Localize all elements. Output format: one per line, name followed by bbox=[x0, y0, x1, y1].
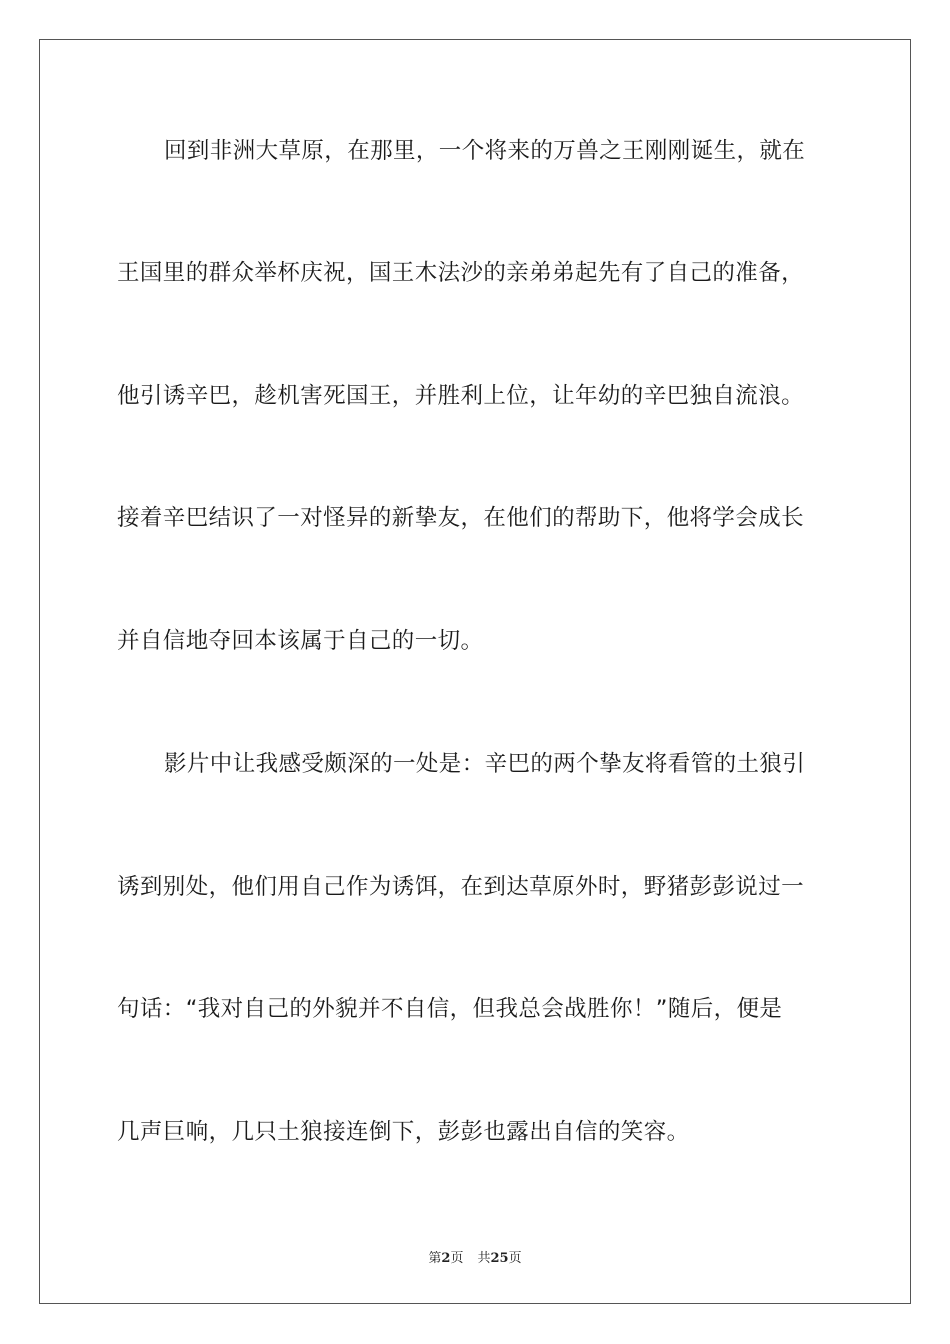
total-pages: 25 bbox=[490, 1251, 509, 1266]
paragraph-1-line-4: 接着辛巴结识了一对怪异的新挚友，在他们的帮助下，他将学会成长 bbox=[117, 505, 805, 531]
total-suffix: 页 bbox=[508, 1251, 522, 1266]
paragraph-1-line-1: 回到非洲大草原，在那里，一个将来的万兽之王刚刚诞生，就在 bbox=[164, 138, 806, 164]
paragraph-1-line-3: 他引诱辛巴，趁机害死国王，并胜利上位，让年幼的辛巴独自流浪。 bbox=[117, 383, 805, 409]
page-border bbox=[39, 39, 911, 1304]
paragraph-2-line-1: 影片中让我感受颇深的一处是：辛巴的两个挚友将看管的土狼引 bbox=[164, 751, 806, 777]
paragraph-2-line-2: 诱到别处，他们用自己作为诱饵，在到达草原外时，野猪彭彭说过一 bbox=[117, 874, 805, 900]
total-prefix: 共 bbox=[477, 1251, 491, 1266]
page-number: 2 bbox=[441, 1251, 451, 1266]
page-footer bbox=[0, 1247, 950, 1266]
page-prefix: 第 bbox=[428, 1251, 442, 1266]
paragraph-1-line-5: 并自信地夺回本该属于自己的一切。 bbox=[117, 628, 484, 654]
paragraph-2-line-4: 几声巨响，几只土狼接连倒下，彭彭也露出自信的笑容。 bbox=[117, 1119, 690, 1145]
paragraph-2-line-3: 句话：“我对自己的外貌并不自信，但我总会战胜你！”随后，便是 bbox=[117, 996, 783, 1022]
paragraph-1-line-2: 王国里的群众举杯庆祝，国王木法沙的亲弟弟起先有了自己的准备， bbox=[117, 260, 805, 286]
page-suffix: 页 bbox=[450, 1251, 464, 1266]
